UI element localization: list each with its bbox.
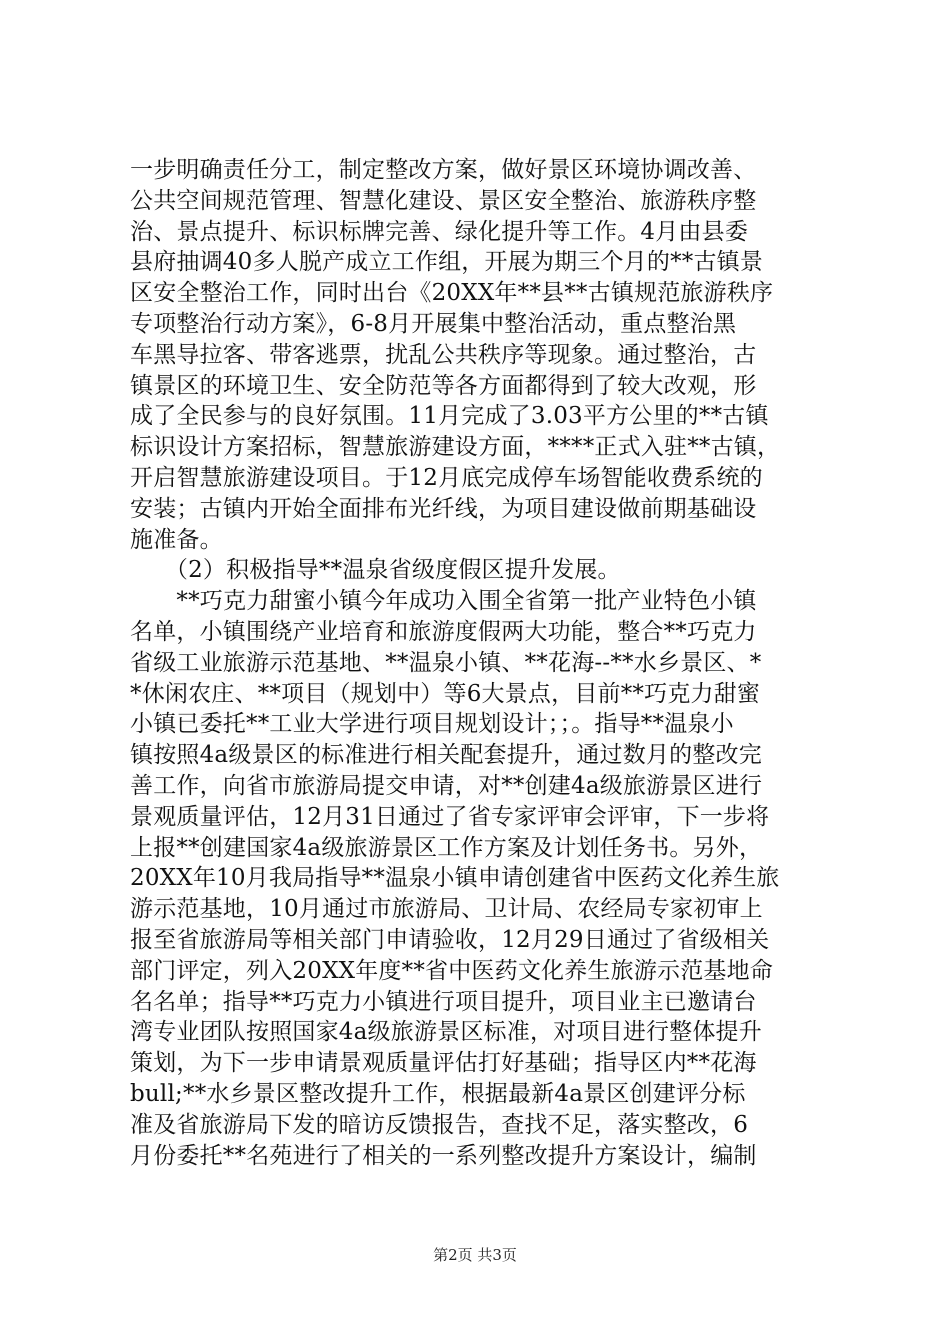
text-line: 准及省旅游局下发的暗访反馈报告，查找不足，落实整改，6	[130, 1111, 749, 1138]
text-line: 部门评定，列入20XX年度**省中医药文化养生旅游示范基地命	[130, 957, 774, 984]
text-line: 镇按照4a级景区的标准进行相关配套提升，通过数月的整改完	[130, 742, 762, 769]
page-footer	[0, 1244, 950, 1265]
body-text	[130, 155, 830, 1171]
text-line: 善工作，向省市旅游局提交申请，对**创建4a级旅游景区进行	[130, 772, 763, 799]
text-line: 车黑导拉客、带客逃票，扰乱公共秩序等现象。通过整治，古	[130, 341, 757, 368]
text-line: 公共空间规范管理、智慧化建设、景区安全整治、旅游秩序整	[130, 187, 757, 214]
text-line: 治、景点提升、标识标牌完善、绿化提升等工作。4月由县委	[130, 218, 749, 245]
text-line: 策划，为下一步申请景观质量评估打好基础；指导区内**花海	[130, 1050, 757, 1077]
text-line: 月份委托**名苑进行了相关的一系列整改提升方案设计，编制	[130, 1142, 757, 1169]
text-line: 游示范基地，10月通过市旅游局、卫计局、农经局专家初审上	[130, 896, 763, 923]
text-line: 名名单；指导**巧克力小镇进行项目提升，项目业主已邀请台	[130, 988, 757, 1015]
text-line: 景观质量评估，12月31日通过了省专家评审会评审，下一步将	[130, 803, 770, 830]
text-line: 专项整治行动方案》，6-8月开展集中整治活动，重点整治黑	[130, 310, 737, 337]
section-heading: （2）积极指导**温泉省级度假区提升发展。	[130, 557, 621, 584]
text-line: 名单，小镇围绕产业培育和旅游度假两大功能，整合**巧克力	[130, 618, 757, 645]
text-line: 标识设计方案招标，智慧旅游建设方面，****正式入驻**古镇，	[130, 434, 781, 461]
text-line: bull;**水乡景区整改提升工作，根据最新4a景区创建评分标	[130, 1080, 746, 1107]
text-line: 区安全整治工作，同时出台《20XX年**县**古镇规范旅游秩序	[130, 280, 774, 307]
text-line: 成了全民参与的良好氛围。11月完成了3.03平方公里的**古镇	[130, 403, 769, 430]
text-line: 省级工业旅游示范基地、**温泉小镇、**花海--**水乡景区、*	[130, 649, 762, 676]
text-line: 小镇已委托**工业大学进行项目规划设计；；。指导**温泉小	[130, 711, 734, 738]
text-line: 湾专业团队按照国家4a级旅游景区标准，对项目进行整体提升	[130, 1019, 762, 1046]
text-line: 上报**创建国家4a级旅游景区工作方案及计划任务书。另外，	[130, 834, 763, 861]
text-line: 镇景区的环境卫生、安全防范等各方面都得到了较大改观，形	[130, 372, 757, 399]
text-line: 开启智慧旅游建设项目。于12月底完成停车场智能收费系统的	[130, 464, 763, 491]
text-line: **巧克力甜蜜小镇今年成功入围全省第一批产业特色小镇	[130, 588, 757, 615]
text-line: 20XX年10月我局指导**温泉小镇申请创建省中医药文化养生旅	[130, 865, 780, 892]
text-line: 县府抽调40多人脱产成立工作组，开展为期三个月的**古镇景	[130, 249, 764, 276]
text-line: 报至省旅游局等相关部门申请验收，12月29日通过了省级相关	[130, 926, 770, 953]
text-line: 施准备。	[130, 526, 223, 553]
text-line: *休闲农庄、**项目（规划中）等6大景点，目前**巧克力甜蜜	[130, 680, 761, 707]
text-line: 安装；古镇内开始全面排布光纤线，为项目建设做前期基础设	[130, 495, 757, 522]
page-number: 第2页 共3页	[433, 1246, 517, 1264]
text-line: 一步明确责任分工，制定整改方案，做好景区环境协调改善、	[130, 157, 757, 183]
